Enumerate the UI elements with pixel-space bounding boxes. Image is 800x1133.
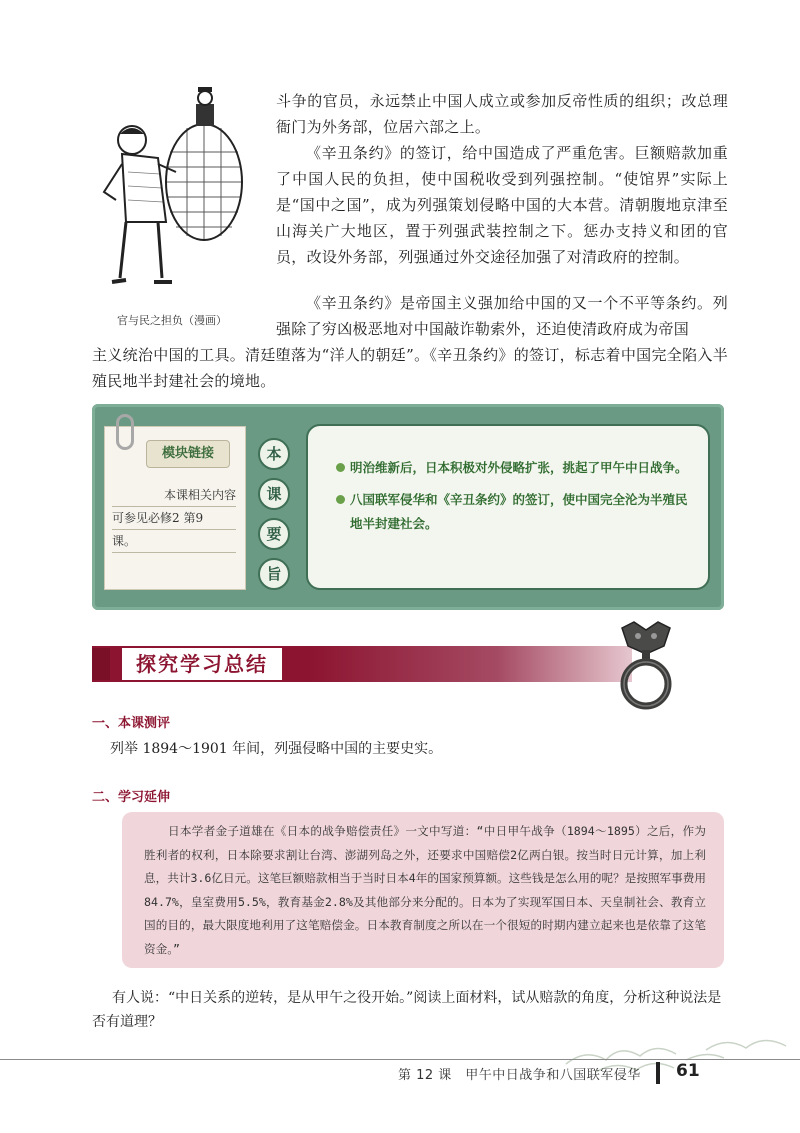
footer-divider xyxy=(656,1062,660,1084)
paragraph-1: 斗争的官员，永远禁止中国人成立或参加反帝性质的组织；改总理衙门为外务部，位居六部之上。 xyxy=(276,92,728,136)
lesson-summary-badges xyxy=(258,438,294,598)
badge-char: 旨 xyxy=(258,558,290,590)
footer-lesson-title: 第 12 课 甲午中日战争和八国联军侵华 xyxy=(398,1068,641,1083)
part2-task: 有人说：“中日关系的逆转，是从甲午之役开始。”阅读上面材料，试从赔款的角度，分析这种说法是否有道理？ xyxy=(92,990,722,1030)
part1-question: 列举 1894～1901 年间，列强侵略中国的主要史实。 xyxy=(110,741,443,757)
illustration-caption: 官与民之担负（漫画） xyxy=(117,314,227,327)
paperclip-icon xyxy=(116,414,134,450)
key-points-list xyxy=(336,456,696,536)
module-note xyxy=(112,484,236,553)
quote-text: 日本学者金子道雄在《日本的战争赔偿责任》一文中写道：“中日甲午战争（1894～1895）之后，作为胜利者的权利，日本除要求割让台湾、澎湖列岛之外，还要求中国赔偿2亿两白银。按当时日元计算，加上利息，共计3.6亿日元。这笔巨额赔款相当于当时日本4年的国家预算额。这些钱是怎么用的呢？是按照军事费用84.7%，皇室费用5.5%，教育基金2.8%及其他部分来分配的。日本为了实现军国日本、天皇制社会、教育立国的目的，最大限度地利用了这笔赔偿金。日本教育制度之所以在一个很短的时期内建立起来也是依靠了这笔资金。” xyxy=(144,824,706,956)
door-knocker-icon xyxy=(614,620,678,710)
section-header-marker xyxy=(92,648,110,680)
badge-char: 要 xyxy=(258,518,290,550)
part2-heading: 二、学习延伸 xyxy=(92,790,171,805)
cartoon-burden-illustration xyxy=(92,82,252,302)
module-title: 模块链接 xyxy=(146,440,230,468)
badge-char: 课 xyxy=(258,478,290,510)
module-note-line: 本课相关内容 xyxy=(112,484,236,507)
module-note-line: 可参见必修2 第9 xyxy=(112,507,236,530)
section-title: 探究学习总结 xyxy=(122,648,282,680)
part1-heading: 一、本课测评 xyxy=(92,716,171,731)
paragraph-2: 《辛丑条约》的签订，给中国造成了严重危害。巨额赔款加重了中国人民的负担，使中国税收受到列强控制。“使馆界”实际上是“国中之国”，成为列强策划侵略中国的大本营。清朝腹地京津至山海关广大地区，置于列强武装控制之下。惩办支持义和团的官员，改设外务部，列强通过外交途径加强了对清政府的控制。 xyxy=(276,144,728,266)
paragraph-3-end: 主义统治中国的工具。清廷堕落为“洋人的朝廷”。《辛丑条约》的签订，标志着中国完全陷入半殖民地半封建社会的境地。 xyxy=(92,346,728,390)
badge-char: 本 xyxy=(258,438,290,470)
key-point: 八国联军侵华和《辛丑条约》的签订，使中国完全沦为半殖民地半封建社会。 xyxy=(336,488,696,536)
page-number: 61 xyxy=(676,1061,700,1081)
key-point: 明治维新后，日本积极对外侵略扩张，挑起了甲午中日战争。 xyxy=(336,456,696,480)
paragraph-3-start: 《辛丑条约》是帝国主义强加给中国的又一个不平等条约。列强除了穷凶极恶地对中国敲诈勒索外，还迫使清政府成为帝国 xyxy=(276,294,728,338)
module-note-line: 课。 xyxy=(112,530,236,553)
footer-rule xyxy=(0,1059,800,1060)
